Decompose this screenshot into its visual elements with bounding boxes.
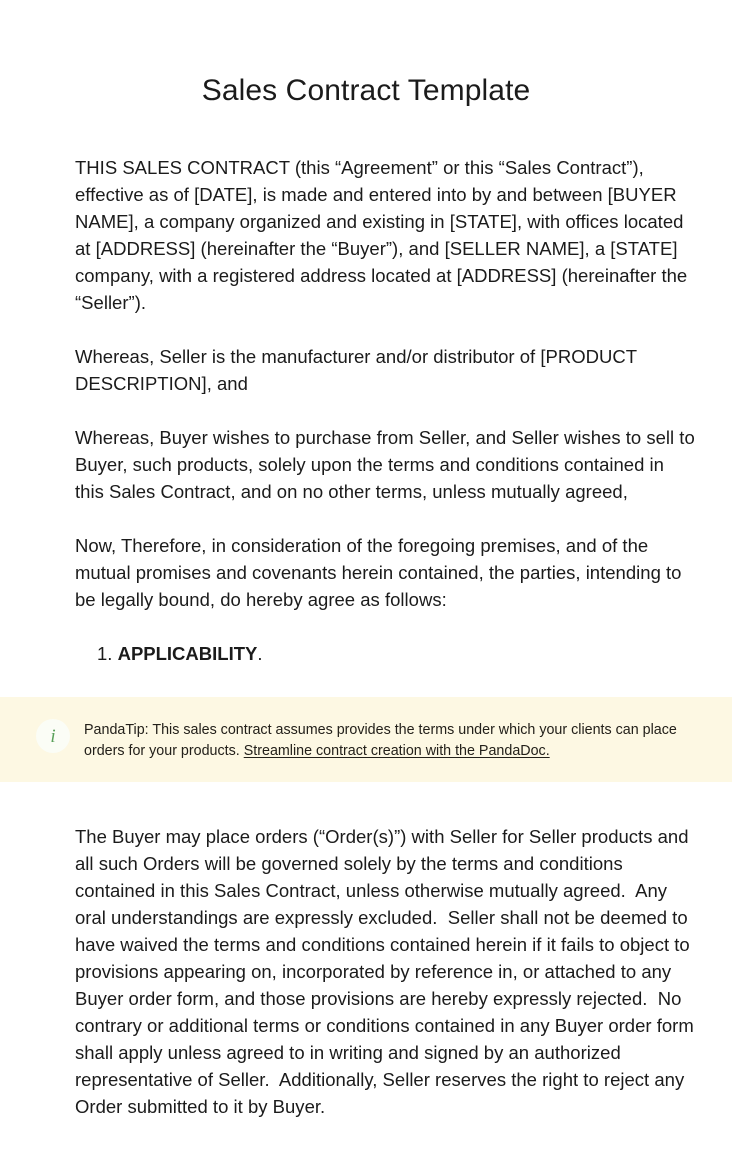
paragraph-now-therefore: Now, Therefore, in consideration of the foregoing premises, and of the mutual promises and covenants herein contained, the parties, intending to be legally bound, do hereby agree as follows: — [75, 535, 687, 610]
pandatip-callout — [0, 697, 732, 782]
document-body — [0, 154, 732, 1120]
clause-number: 1. — [97, 643, 113, 664]
pandatip-description: PandaTip: This sales contract assumes provides the terms under which your clients can place orders for your products. — [84, 722, 677, 759]
pandadoc-link[interactable]: Streamline contract creation with the PandaDoc. — [243, 743, 550, 759]
pandatip-text — [84, 717, 704, 762]
clause-title: APPLICABILITY — [117, 643, 258, 664]
clause-title-period: . — [257, 643, 263, 664]
info-icon-glyph: i — [50, 725, 56, 747]
info-icon — [36, 719, 70, 753]
page-title: Sales Contract Template — [201, 74, 531, 107]
paragraph-applicability-body: The Buyer may place orders (“Order(s)”) with Seller for Seller products and all such Orders will be governed solely by the terms and conditions contained in this Sales Contract, unless otherwise mutually agreed. Any oral understandings are expressly excluded. Seller shall not be deemed to have waived the terms and conditions contained herein if it fails to object to provisions appearing on, incorporated by reference in, or attached to any Buyer order form, and those provisions are hereby expressly rejected. No contrary or additional terms or conditions contained in any Buyer order form shall apply unless agreed to in writing and signed by an authorized representative of Seller. Additionally, Seller reserves the right to reject any Order submitted to it by Buyer. — [75, 826, 699, 1117]
clause-item-applicability — [97, 640, 695, 667]
paragraph-preamble: THIS SALES CONTRACT (this “Agreement” or this “Sales Contract”), effective as of [DATE], is made and entered into by and between [BUYER NAME], a company organized and existing in [STATE], with offices located at [ADDRESS] (hereinafter the “Buyer”), and [SELLER NAME], a [STATE] company, with a registered address located at [ADDRESS] (hereinafter the “Seller”). — [75, 157, 693, 313]
clause-list — [75, 640, 695, 667]
paragraph-whereas-manufacturer: Whereas, Seller is the manufacturer and/or distributor of [PRODUCT DESCRIPTION], and — [75, 346, 642, 394]
paragraph-whereas-purchase: Whereas, Buyer wishes to purchase from Seller, and Seller wishes to sell to Buyer, such products, solely upon the terms and conditions contained in this Sales Contract, and on no other terms, unless mutually agreed, — [75, 427, 700, 502]
